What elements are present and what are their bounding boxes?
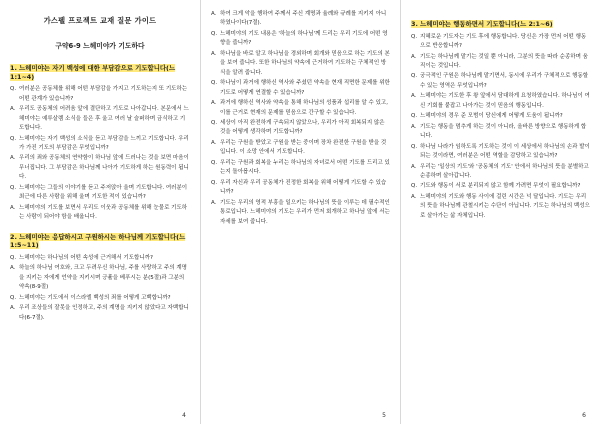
question-marker: Q. [211,119,218,126]
document-title: 가스펠 프로젝트 교재 질문 가이드 [43,16,157,25]
answer-marker: A. [411,163,417,170]
question-item [411,33,590,52]
question-item [211,30,390,49]
question-item [411,112,590,121]
section-heading-text: 2. 느헤미야는 응답하시고 구원하시는 하나님께 기도합니다(느 1:5~11) [10,232,186,250]
question-text: 궁극적인 구원은 하나님께 맡기면서, 동시에 우리가 구체적으로 행동할 수 있는 영역은 무엇입니까? [420,73,589,89]
answer-marker: A. [411,193,417,200]
question-marker: Q. [411,73,418,80]
answer-text: 우리의 죄와 공동체의 연약함이 하나님 앞에 드러나는 것을 보면 마음이 무너집니다. 그 부담감은 하나님께 나아가 기도하게 하는 원동력이 됩니다. [19,155,189,181]
question-marker: Q. [10,294,17,301]
question-item [411,182,590,191]
question-marker: Q. [211,80,218,87]
question-item [10,184,190,203]
question-text: 하나님 나라가 임하도록 기도하는 것이 이 세상에서 하나님의 손과 발이 되는 것이라면, 여러분은 어떤 역할을 감당하고 있습니까? [420,143,590,160]
answer-text: 기도는 하나님께 맡기는 것일 뿐 아니라, 그분의 뜻을 따라 순종하며 움직이는 것입니다. [420,53,588,69]
question-marker: Q. [411,183,418,190]
question-text: 우리는 구원과 회복을 누리는 하나님의 자녀로서 어떤 기도를 드리고 있는지 돌아봅시다. [220,159,390,176]
answer-text: 하늘의 하나님 여호와, 크고 두려우신 하나님, 주를 사랑하고 주의 계명을 지키는 자에게 언약을 지키시며 긍휼을 베푸시는 분(5절)과 그분의 약속(8-9절) [19,265,187,291]
answer-marker: A. [411,93,417,100]
answer-marker: A. [10,204,16,211]
page-number: 5 [382,412,386,419]
answer-marker: A. [211,50,217,57]
question-item [211,179,390,198]
question-text: 느헤미야는 그들의 이야기를 듣고 주저앉아 울며 기도합니다. 여러분이 최근에 다른 사람을 위해 울며 기도한 적이 있습니까? [19,184,188,201]
question-item [10,85,190,104]
answer-item [10,154,190,182]
answer-text: 우리는 구원을 받았고 구원을 받는 중이며 장차 완전한 구원을 받을 것입니다. 이 소망 안에서 기도합니다. [220,139,387,156]
question-text: 하나님이 과거에 행하신 역사와 주셨던 약속을 현재 직면한 문제를 위한 기도로 어떻게 연결할 수 있습니까? [220,80,390,96]
question-marker: Q. [10,86,17,93]
question-text: 우리 자신과 우리 공동체가 진정한 회복을 위해 어떻게 기도할 수 있습니까? [220,179,387,196]
answer-item [211,199,390,227]
answer-marker: A. [211,139,217,146]
question-item [211,79,390,98]
question-item [411,72,590,91]
answer-marker: A. [10,305,16,312]
answer-text: 느헤미야는 기도한 후 왕 앞에서 담대하게 요청하였습니다. 하나님이 여신 기회를 붙잡고 나아가는 것이 믿음의 행동입니다. [420,93,590,109]
answer-marker: A. [211,199,217,206]
question-marker: Q. [211,179,218,186]
answer-text: 우리는 '일상의 기도'와 '공동체의 기도' 안에서 하나님의 뜻을 분별하고 순종하며 살아갑니다. [420,163,589,179]
question-item [10,135,190,154]
question-marker: Q. [211,159,218,166]
answer-marker: A. [411,53,417,60]
answer-item [10,105,190,133]
answer-item [10,204,190,223]
question-item [10,254,190,263]
question-marker: Q. [411,113,418,120]
page-number: 6 [582,412,586,419]
question-text: 느헤미야의 경우 준 모범이 당신에게 어떻게 도움이 됩니까? [420,113,563,120]
section-heading [411,20,590,29]
question-marker: Q. [10,184,17,191]
answer-marker: A. [10,265,16,272]
answer-text: 과거에 행하신 역사와 약속을 통해 하나님의 성품과 섭리를 알 수 있고, 이를 근거로 현재의 문제를 믿음으로 간구할 수 있습니다. [220,100,388,116]
question-marker: Q. [411,33,418,40]
answer-marker: A. [411,123,417,130]
question-text: 지혜로운 기도자는 기도 후에 행동합니다. 당신은 가장 먼저 어떤 행동으로 반응합니까? [420,33,587,50]
answer-marker: A. [211,100,217,107]
section-heading [10,64,190,81]
chapter-title: 구약6-9 느헤미야가 기도하다 [55,42,145,50]
question-marker: Q. [211,30,218,37]
answer-item [411,193,590,221]
question-text: 느헤미야는 자기 백성의 소식을 듣고 부담감을 느끼고 기도합니다. 우리가 가진 기도의 부담감은 무엇입니까? [19,135,189,151]
page-5 [200,0,400,424]
answer-item [411,163,590,182]
page-number: 4 [182,412,186,419]
question-item [211,159,390,178]
answer-item [411,92,590,111]
answer-text: 느헤미야의 기도와 행동 사이에 걸린 시간은 넉 달입니다. 기도는 우리의 뜻을 하나님께 관철시키는 수단이 아닙니다. 기도는 하나님의 백성으로 살아가는 삶 자체입니다. [420,193,590,219]
question-text: 세상이 아직 완전하게 구속되지 않았으나, 우리가 아직 회복되지 않은 것을 어떻게 생각하며 기도합니까? [220,119,385,136]
answer-item [10,264,190,292]
answer-text: 우리 조상들의 잘못을 인정하고, 주의 계명을 지키지 않았다고 자백합니다(6-7절). [19,305,189,321]
section-heading-text: 3. 느헤미야는 행동하면서 기도합니다(느 2:1~6) [411,20,553,28]
answer-text: 하나님을 바로 알고 하나님을 경외하며 회개와 믿음으로 하는 기도의 본을 보여 줍니다. 또한 하나님의 약속에 근거하여 기도하는 구체적인 방식을 알려 줍니다. [220,50,390,76]
section-heading-text: 1. 느헤미야는 자기 백성에 대한 부담감으로 기도합니다(느 1:1~4) [10,64,176,81]
question-marker: Q. [10,254,17,261]
question-text: 기도와 행동이 서로 분리되지 않고 함께 가려면 무엇이 필요합니까? [420,183,581,190]
answer-item [10,304,190,323]
question-text: 느헤미야는 기도에서 이스라엘 백성의 죄를 어떻게 고백합니까? [19,294,171,301]
answer-item [211,10,390,29]
answer-item [211,139,390,158]
answer-item [211,50,390,78]
question-text: 느헤미야의 기도 내용은 '하늘의 하나님'께 드리는 우리 기도에 어떤 영향을 줍니까? [220,30,388,47]
question-item [211,119,390,138]
answer-text: 우리도 공동체의 어려움 앞에 결단하고 기도로 나아갑니다. 본문에서 느헤미야는 예루살렘 소식을 들은 후 울고 여러 날 슬퍼하며 금식하고 기도합니다. [19,106,189,132]
question-text: 느헤미야는 하나님의 어떤 속성에 근거해서 기도합니까? [19,254,153,261]
answer-text: 기도는 우리의 영적 부흥을 일으키는 하나님의 뜻을 이루는 데 필수적인 통로입니다. 느헤미야의 기도는 우리가 먼저 회개하고 하나님 앞에 서는 자세를 보여 줍니다. [220,199,390,225]
page-4 [0,0,200,424]
answer-item [411,53,590,72]
answer-marker: A. [10,155,16,162]
question-marker: Q. [10,135,17,142]
question-text: 여러분은 공동체를 위해 어떤 부담감을 가지고 기도하는지 또 기도하는 어떤 관계가 있습니까? [19,86,188,102]
section-heading [10,233,190,250]
answer-text: 하여 크게 악을 행하여 주께서 주신 계명과 율례와 규례를 지키지 아니하였나이다(7절). [220,11,387,27]
answer-marker: A. [211,11,217,17]
page-6 [400,0,600,424]
question-marker: Q. [411,143,418,150]
question-item [411,143,590,162]
answer-item [211,99,390,118]
answer-marker: A. [10,106,16,113]
answer-item [411,123,590,142]
answer-text: 느헤미야의 기도를 보면서 우리도 이웃과 공동체를 위해 눈물로 기도하는 사람이 되어야 함을 배웁니다. [19,204,188,221]
answer-text: 기도는 행동을 멈추게 하는 것이 아니라, 올바른 방향으로 행동하게 합니다. [420,123,587,140]
question-item [10,294,190,303]
